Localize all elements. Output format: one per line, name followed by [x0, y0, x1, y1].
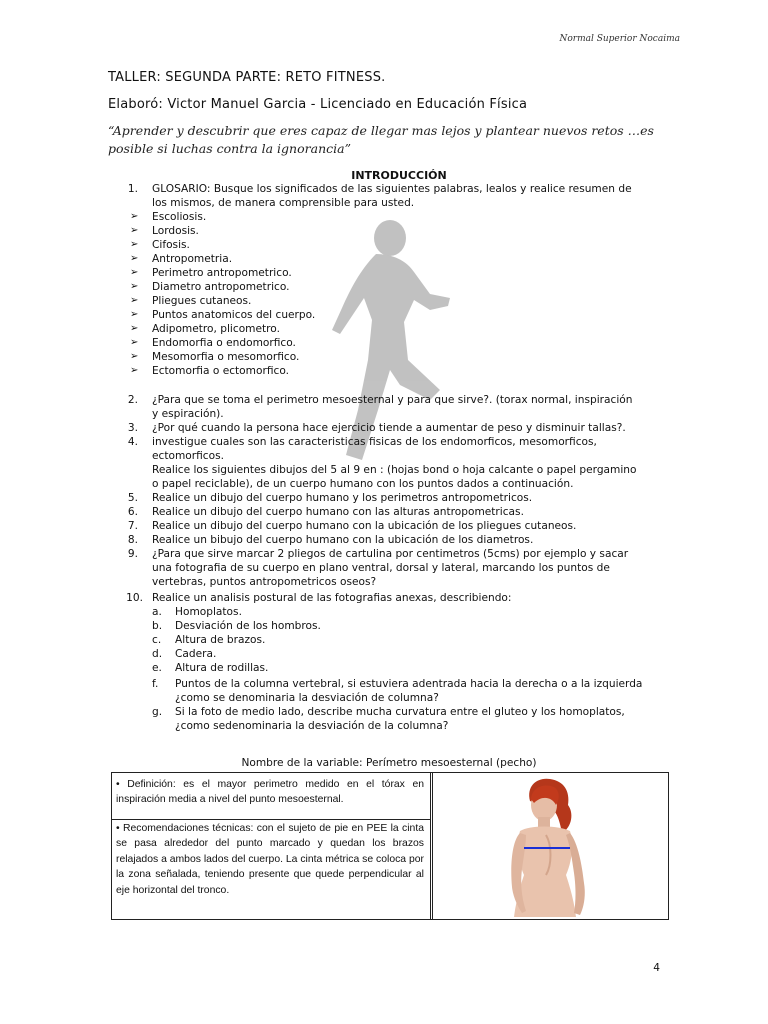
bullet-arrow-icon: ➢ [130, 267, 139, 278]
q10-line: Realice un analisis postural de las fotografias anexas, describiendo: [152, 592, 512, 604]
table-column-divider [432, 773, 433, 919]
quote [108, 122, 668, 158]
workshop-title: TALLER: SEGUNDA PARTE: RETO FITNESS. [108, 70, 386, 85]
glossary-item: Pliegues cutaneos. [152, 295, 252, 307]
subitem-text: ¿como se denominaria la desviación de columna? [175, 692, 439, 704]
q7-line: Realice un dibujo del cuerpo humano con la ubicación de los pliegues cutaneos. [152, 520, 577, 532]
q2-line: y espiración). [152, 408, 224, 420]
subitem-text: Desviación de los hombros. [175, 620, 321, 632]
bullet-arrow-icon: ➢ [130, 365, 139, 376]
subitem-letter: d. [152, 648, 163, 660]
glossary-item: Mesomorfia o mesomorfico. [152, 351, 300, 363]
subitem-text: Cadera. [175, 648, 217, 660]
q10-number: 10. [126, 592, 143, 604]
quote-line-2: posible si luchas contra la ignorancia” [108, 141, 351, 156]
q4-number: 4. [127, 436, 138, 448]
q9-line: ¿Para que sirve marcar 2 pliegos de cartulina por centimetros (5cms) por ejemplo y sacar [152, 548, 629, 560]
q1-line-2: los mismos, de manera comprensible para usted. [152, 197, 415, 209]
q9-line: una fotografia de su cuerpo en plano ventral, dorsal y lateral, marcando los puntos de [152, 562, 610, 574]
subitem-text: ¿como sedenominaria la desviación de la columna? [175, 720, 449, 732]
subitem-text: Si la foto de medio lado, describe mucha curvatura entre el gluteo y los homoplatos, [175, 706, 625, 718]
glossary-item: Lordosis. [152, 225, 199, 237]
subitem-text: Altura de brazos. [175, 634, 266, 646]
bullet-arrow-icon: ➢ [130, 323, 139, 334]
recommendations-cell: • Recomendaciones técnicas: con el sujeto de pie en PEE la cinta se pasa alrededor del punto marcado y quedan los brazos relajados a ambos lados del cuerpo. La cinta métrica se coloca por la zona señalada, teniendo presente que quede perpendicular al eje horizontal del tronco. [116, 823, 424, 896]
intro-heading: INTRODUCCIÓN [351, 169, 447, 182]
q9-line: vertebras, puntos antropometricos oseos? [152, 576, 377, 588]
bullet-arrow-icon: ➢ [130, 239, 139, 250]
bullet-arrow-icon: ➢ [130, 309, 139, 320]
q2-line: ¿Para que se toma el perimetro mesoesternal y para que sirve?. (torax normal, inspiración [152, 394, 633, 406]
page-number: 4 [653, 962, 660, 974]
subitem-text: Homoplatos. [175, 606, 242, 618]
subitem-letter: e. [152, 662, 162, 674]
bullet-arrow-icon: ➢ [130, 211, 139, 222]
table-row-divider [112, 819, 430, 820]
subitem-letter: g. [152, 706, 163, 718]
subitem-letter: c. [152, 634, 162, 646]
q4-line: investigue cuales son las caracteristicas fisicas de los endomorficos, mesomorficos, [152, 436, 597, 448]
definition-cell: • Definición: es el mayor perimetro medido en el tórax en inspiración media a nivel del punto mesoesternal. [116, 779, 424, 806]
subitem-letter: a. [152, 606, 162, 618]
q4-line: Realice los siguientes dibujos del 5 al 9 en : (hojas bond o hoja calcante o papel pergamino [152, 464, 637, 476]
q4-line: ectomorficos. [152, 450, 224, 462]
glossary-item: Antropometria. [152, 253, 233, 265]
q8-number: 8. [127, 534, 138, 546]
subitem-text: Altura de rodillas. [175, 662, 269, 674]
glossary-item: Perimetro antropometrico. [152, 267, 292, 279]
subitem-text: Puntos de la columna vertebral, si estuviera adentrada hacia la derecha o a la izquierda [175, 678, 643, 690]
q5-line: Realice un dibujo del cuerpo humano y los perimetros antropometricos. [152, 492, 533, 504]
q6-number: 6. [127, 506, 138, 518]
q4-line: o papel reciclable), de un cuerpo humano con los puntos dados a continuación. [152, 478, 574, 490]
q9-number: 9. [127, 548, 138, 560]
q7-number: 7. [127, 520, 138, 532]
table-column-divider [430, 773, 431, 919]
bullet-arrow-icon: ➢ [130, 281, 139, 292]
q3-line: ¿Por qué cuando la persona hace ejercicio tiende a aumentar de peso y disminuir tallas?. [152, 422, 626, 434]
glossary-item: Cifosis. [152, 239, 190, 251]
glossary-item: Endomorfia o endomorfico. [152, 337, 296, 349]
q5-number: 5. [127, 492, 138, 504]
variable-caption: Nombre de la variable: Perímetro mesoesternal (pecho) [241, 757, 537, 769]
variable-table [111, 772, 669, 920]
bullet-arrow-icon: ➢ [130, 253, 139, 264]
q2-number: 2. [127, 394, 138, 406]
bullet-arrow-icon: ➢ [130, 225, 139, 236]
glossary-item: Adipometro, plicometro. [152, 323, 280, 335]
glossary-item: Ectomorfia o ectomorfico. [152, 365, 289, 377]
q1-line-1: GLOSARIO: Busque los significados de las siguientes palabras, lealos y realice resumen de [152, 183, 632, 195]
q6-line: Realice un dibujo del cuerpo humano con las alturas antropometricas. [152, 506, 524, 518]
author-line: Elaboró: Victor Manuel Garcia - Licenciado en Educación Física [108, 97, 528, 112]
glossary-item: Diametro antropometrico. [152, 281, 290, 293]
glossary-item: Escoliosis. [152, 211, 207, 223]
subitem-letter: b. [152, 620, 163, 632]
female-torso-figure-image [434, 775, 666, 917]
bullet-arrow-icon: ➢ [130, 351, 139, 362]
bullet-arrow-icon: ➢ [130, 295, 139, 306]
bullet-arrow-icon: ➢ [130, 337, 139, 348]
quote-line-1: “Aprender y descubrir que eres capaz de llegar mas lejos y plantear nuevos retos …es [108, 123, 654, 138]
glossary-item: Puntos anatomicos del cuerpo. [152, 309, 316, 321]
q1-number: 1. [127, 183, 138, 195]
subitem-letter: f. [152, 678, 159, 690]
q8-line: Realice un bibujo del cuerpo humano con la ubicación de los diametros. [152, 534, 534, 546]
running-header: Normal Superior Nocaima [559, 34, 680, 44]
q3-number: 3. [127, 422, 138, 434]
